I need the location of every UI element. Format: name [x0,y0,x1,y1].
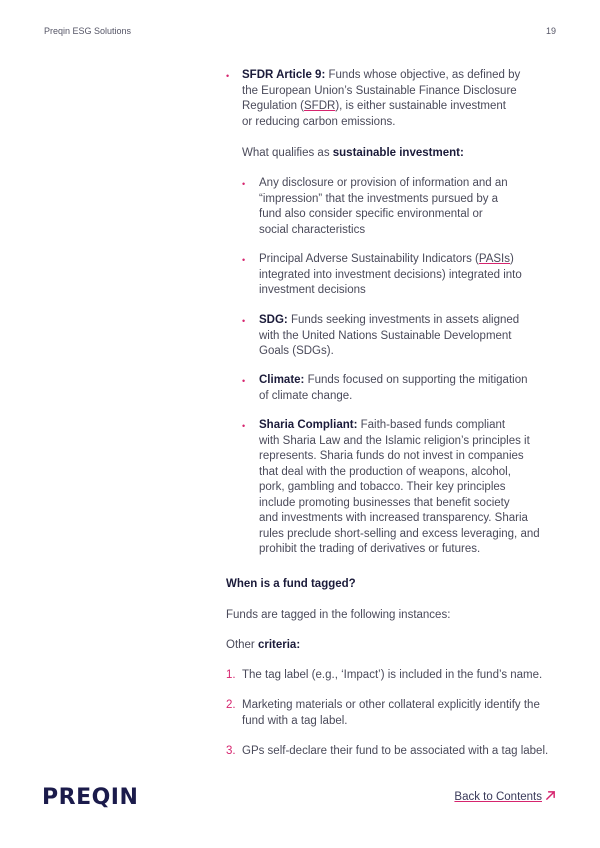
preqin-logo: PREQIN [42,785,139,810]
header-brand: Preqin ESG Solutions [44,26,132,36]
qualifies-heading: What qualifies as sustainable investment: [242,147,464,159]
bullet-dot: • [242,421,246,431]
tagged-heading: When is a fund tagged? [226,578,356,590]
pasi-link[interactable]: PASIs [478,253,510,265]
bullet-dot: • [242,316,246,326]
back-to-contents-link[interactable] [454,790,556,803]
bullet-dot: • [242,255,246,265]
page-header [44,26,556,40]
bullet-dot: • [226,71,230,81]
arrow-up-right-icon [545,790,556,801]
bullet-dot: • [242,179,246,189]
tagged-intro: Funds are tagged in the following instances: [226,609,451,621]
back-to-contents-label[interactable]: Back to Contents [454,791,542,803]
bullet-dot: • [242,376,246,386]
sfdr-link[interactable]: SFDR [304,100,336,112]
page-number: 19 [545,26,556,36]
criteria-heading: Other criteria: [226,639,301,651]
sfdr-label: SFDR Article 9: [242,69,326,81]
